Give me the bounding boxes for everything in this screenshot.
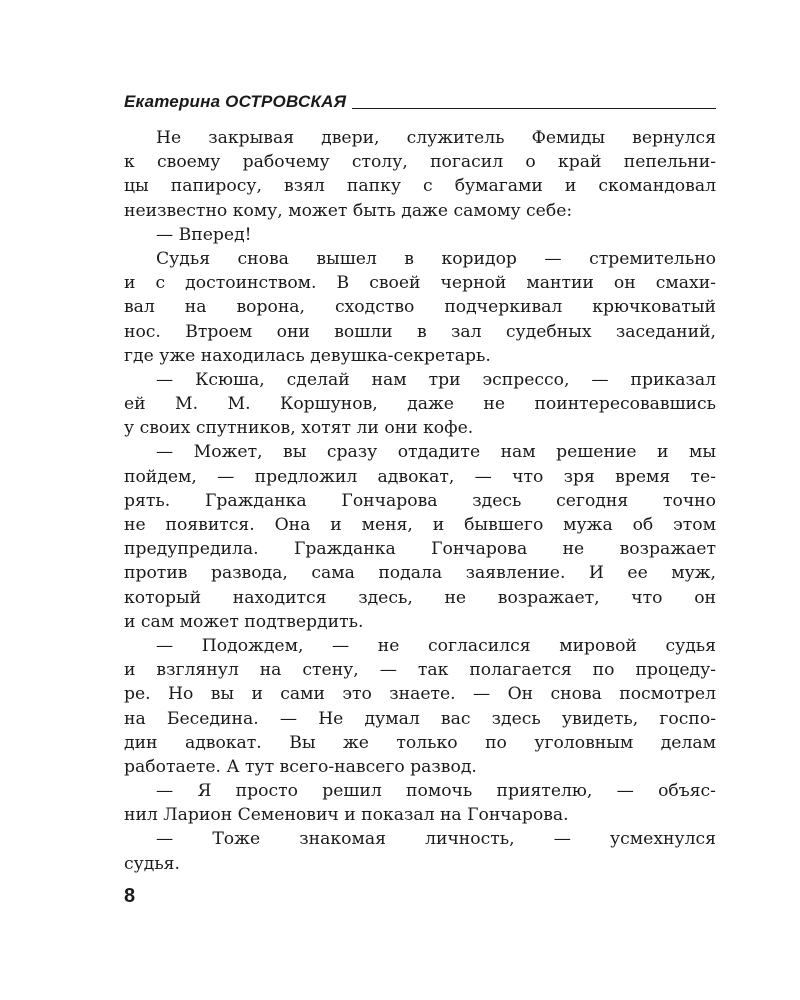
text-line: предупредила. Гражданка Гончарова не возражает	[124, 539, 716, 560]
text-line: на Беседина. — Не думал вас здесь увидеть, госпо-	[124, 708, 716, 729]
text-line: и сам может подтвердить.	[124, 611, 364, 632]
text-line: — Я просто решил помочь приятелю, — объяс-	[156, 781, 716, 802]
text-line: работаете. А тут всего-навсего развод.	[124, 756, 477, 777]
header-author: Екатерина ОСТРОВСКАЯ	[124, 92, 347, 111]
text-line: Судья снова вышел в коридор — стремительно	[156, 248, 716, 269]
running-header	[124, 88, 716, 112]
book-page	[124, 88, 716, 876]
text-line: дин адвокат. Вы же только по уголовным делам	[124, 732, 716, 753]
text-line: — Вперед!	[156, 224, 252, 245]
text-line: и с достоинством. В своей черной мантии он смахи-	[124, 273, 716, 294]
text-line: — Ксюша, сделай нам три эспрессо, — приказал	[156, 369, 716, 390]
text-line: не появится. Она и меня, и бывшего мужа об этом	[124, 515, 716, 535]
text-line: пойдем, — предложил адвокат, — что зря время те-	[124, 466, 716, 487]
text-line: и взглянул на стену, — так полагается по процеду-	[124, 660, 716, 681]
text-line: к своему рабочему столу, погасил о край пепельни-	[124, 152, 716, 173]
text-line: ре. Но вы и сами это знаете. — Он снова посмотрел	[124, 684, 716, 705]
header-rule	[352, 108, 716, 109]
text-line: Не закрывая двери, служитель Фемиды вернулся	[156, 128, 716, 148]
text-line: — Может, вы сразу отдадите нам решение и мы	[156, 442, 716, 463]
text-line: ей М. М. Коршунов, даже не поинтересовавшись	[124, 394, 716, 415]
text-line: судья.	[124, 853, 180, 874]
text-line: где уже находилась девушка-секретарь.	[124, 345, 491, 366]
text-line: — Подождем, — не согласился мировой судья	[156, 635, 716, 656]
text-line: неизвестно кому, может быть даже самому себе:	[124, 200, 573, 221]
text-line: против развода, сама подала заявление. И ее муж,	[124, 563, 716, 584]
text-line: — Тоже знакомая личность, — усмехнулся	[156, 829, 716, 850]
text-line: цы папиросу, взял папку с бумагами и скомандовал	[124, 176, 716, 197]
text-line: нил Ларион Семенович и показал на Гончарова.	[124, 805, 569, 826]
text-line: вал на ворона, сходство подчеркивал крючковатый	[124, 297, 716, 318]
text-line: который находится здесь, не возражает, что он	[124, 587, 716, 608]
text-line: у своих спутников, хотят ли они кофе.	[124, 418, 474, 439]
page-number: 8	[124, 885, 136, 907]
body-text	[124, 126, 716, 876]
text-line: рять. Гражданка Гончарова здесь сегодня точно	[124, 490, 716, 511]
text-line: нос. Втроем они вошли в зал судебных заседаний,	[124, 321, 716, 342]
